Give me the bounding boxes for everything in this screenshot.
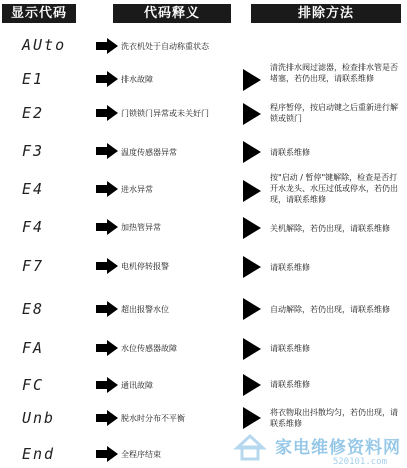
header-code: 显示代码 bbox=[2, 4, 76, 23]
triangle-arrow-icon bbox=[243, 180, 261, 202]
code-meaning: 排水故障 bbox=[121, 75, 153, 84]
arrow-right-icon bbox=[96, 301, 118, 317]
arrow-right-icon bbox=[96, 219, 118, 235]
fix-method: 请联系维修 bbox=[270, 148, 310, 157]
error-code: Unb bbox=[22, 409, 56, 427]
error-code: F4 bbox=[22, 218, 45, 236]
code-meaning: 水位传感器故障 bbox=[121, 344, 177, 353]
code-meaning: 洗衣机处于自动称重状态 bbox=[121, 42, 209, 51]
watermark-url: 520101.com bbox=[332, 457, 387, 467]
fix-method: 程序暂停，按启动键之后重新进行解锁或锁门 bbox=[270, 103, 398, 123]
triangle-arrow-icon bbox=[243, 141, 261, 163]
arrow-right-icon bbox=[96, 377, 118, 393]
watermark-logo-icon bbox=[233, 430, 267, 464]
error-code: AUto bbox=[22, 36, 67, 54]
code-meaning: 脱水时分布不平衡 bbox=[121, 414, 185, 423]
watermark-text: 家电维修资料网 bbox=[275, 438, 401, 458]
triangle-arrow-icon bbox=[243, 256, 261, 278]
fix-method: 请联系维修 bbox=[270, 344, 310, 353]
triangle-arrow-icon bbox=[243, 103, 261, 125]
error-code: End bbox=[22, 445, 56, 463]
code-meaning: 门锁锁门异常或未关好门 bbox=[121, 109, 209, 118]
arrow-right-icon bbox=[96, 143, 118, 159]
fix-method: 按"启动 / 暂停"键解除，检查是否打开水龙头、水压过低或停水，若仍出现，请联系维修 bbox=[270, 173, 398, 204]
arrow-right-icon bbox=[96, 105, 118, 121]
arrow-right-icon bbox=[96, 340, 118, 356]
fix-method: 将衣物取出抖散均匀，若仍出现，请联系维修 bbox=[270, 408, 398, 428]
arrow-right-icon bbox=[96, 258, 118, 274]
arrow-right-icon bbox=[96, 446, 118, 462]
code-meaning: 全程序结束 bbox=[121, 450, 161, 459]
code-meaning: 通讯故障 bbox=[121, 381, 153, 390]
code-meaning: 超出报警水位 bbox=[121, 305, 169, 314]
code-meaning: 加热管异常 bbox=[121, 223, 161, 232]
triangle-arrow-icon bbox=[243, 338, 261, 360]
error-code: FA bbox=[22, 339, 45, 357]
code-meaning: 电机停转报警 bbox=[121, 262, 169, 271]
error-code: E8 bbox=[22, 300, 45, 318]
triangle-arrow-icon bbox=[243, 407, 261, 429]
fix-method: 自动解除，若仍出现，请联系维修 bbox=[270, 305, 390, 314]
header-fix: 排除方法 bbox=[251, 4, 401, 23]
error-code: E2 bbox=[22, 104, 45, 122]
fix-method: 关机解除，若仍出现，请联系维修 bbox=[270, 224, 390, 233]
arrow-right-icon bbox=[96, 181, 118, 197]
arrow-right-icon bbox=[96, 38, 118, 54]
code-meaning: 温度传感器异常 bbox=[121, 148, 177, 157]
fix-method: 清洗排水阀过滤器，检查排水管是否堵塞，若仍出现，请联系维修 bbox=[270, 63, 398, 83]
error-code: F3 bbox=[22, 142, 45, 160]
triangle-arrow-icon bbox=[243, 374, 261, 396]
fix-method: 请联系维修 bbox=[270, 263, 310, 272]
arrow-right-icon bbox=[96, 71, 118, 87]
error-code: FC bbox=[22, 376, 45, 394]
triangle-arrow-icon bbox=[243, 69, 261, 91]
code-meaning: 进水异常 bbox=[121, 185, 153, 194]
header-meaning: 代码释义 bbox=[113, 4, 231, 23]
error-code: F7 bbox=[22, 257, 45, 275]
error-code: E1 bbox=[22, 70, 45, 88]
triangle-arrow-icon bbox=[243, 217, 261, 239]
fix-method: 请联系维修 bbox=[270, 380, 310, 389]
error-code: E4 bbox=[22, 180, 45, 198]
arrow-right-icon bbox=[96, 410, 118, 426]
triangle-arrow-icon bbox=[243, 298, 261, 320]
